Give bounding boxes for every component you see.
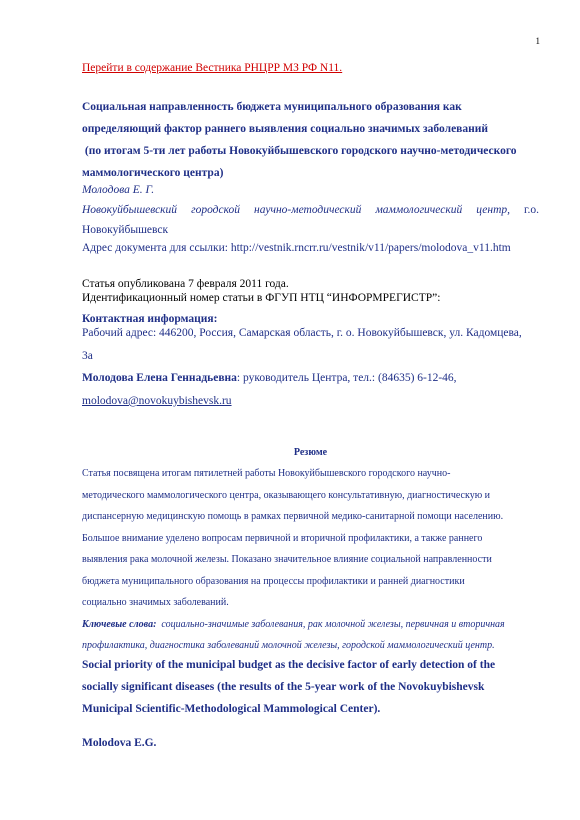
abstract-line: диспансерную медицинскую помощь в рамках первичной медико-санитарной помощи населению. bbox=[82, 511, 504, 522]
contact-address: Рабочий адрес: 446200, Россия, Самарская область, г. о. Новокуйбышевск, ул. Кадомцева, bbox=[82, 327, 522, 339]
affiliation-word: г.о. bbox=[524, 204, 539, 216]
keywords-line: профилактика, диагностика заболеваний молочной железы, городской маммологический центр. bbox=[82, 640, 495, 651]
abstract-line: Большое внимание уделено вопросам первичной и вторичной профилактики, а также раннего bbox=[82, 532, 483, 544]
title-ru-line: маммологического центра) bbox=[82, 167, 224, 179]
abstract-line: бюджета муниципального образования на процессы профилактики и ранней диагностики bbox=[82, 575, 465, 587]
keywords-text: социально-значимые заболевания, рак молочной железы, первичная и вторичная bbox=[156, 618, 505, 630]
abstract-line: выявления рака молочной железы. Показано значительное влияние социальной направленности bbox=[82, 554, 492, 565]
published-date: Статья опубликована 7 февраля 2011 года. bbox=[82, 278, 289, 290]
resume-heading: Резюме bbox=[293, 447, 328, 458]
contact-heading: Контактная информация: bbox=[82, 313, 218, 325]
affiliation-line bbox=[82, 200, 539, 220]
nav-link-row bbox=[82, 58, 539, 76]
title-ru-line: определяющий фактор раннего выявления социально значимых заболеваний bbox=[82, 123, 489, 135]
keywords-label: Ключевые слова: bbox=[82, 618, 157, 630]
contact-person bbox=[82, 367, 539, 389]
affiliation-word: Новокуйбышевский bbox=[82, 204, 178, 216]
abstract-line: методического маммологического центра, оказывающего консультативную, диагностическую и bbox=[82, 489, 491, 501]
publication-info bbox=[82, 277, 539, 305]
title-en-line: Social priority of the municipal budget as the decisive factor of early detection of the bbox=[82, 659, 496, 671]
title-en-line: socially significant diseases (the results of the 5-year work of the Novokuybishevsk bbox=[82, 681, 485, 693]
affiliation-city: Новокуйбышевск bbox=[82, 224, 169, 236]
contact-email-row bbox=[82, 389, 539, 412]
title-en-line: Municipal Scientific-Methodological Mammological Center). bbox=[82, 703, 381, 715]
page-number: 1 bbox=[535, 36, 540, 46]
resume-abstract bbox=[82, 463, 539, 657]
contents-link[interactable]: Перейти в содержание Вестника РНЦРР МЗ РФ N11. bbox=[82, 62, 343, 74]
contact-person-role: : руководитель Центра, тел.: (84635) 6-12-46, bbox=[236, 372, 457, 384]
title-ru-line: (по итогам 5-ти лет работы Новокуйбышевского городского научно-методического bbox=[82, 145, 517, 157]
author-ru: Молодова Е. Г. bbox=[82, 184, 155, 196]
keywords-line bbox=[82, 614, 539, 636]
affiliation bbox=[82, 200, 539, 240]
author-en: Molodova E.G. bbox=[82, 737, 157, 749]
article-title-ru bbox=[82, 96, 539, 184]
abstract-line: социально значимых заболеваний. bbox=[82, 597, 229, 608]
affiliation-word: научно-методический bbox=[254, 204, 362, 216]
contact-info bbox=[82, 313, 539, 412]
article-title-en bbox=[82, 654, 539, 720]
contact-person-name: Молодова Елена Геннадьевна bbox=[82, 372, 237, 384]
document-address: Адрес документа для ссылки: http://vestnik.rncrr.ru/vestnik/v11/papers/molodova_v11.htm bbox=[82, 242, 511, 254]
title-ru-line: Социальная направленность бюджета муниципального образования как bbox=[82, 101, 462, 113]
affiliation-word: городской bbox=[191, 204, 241, 216]
id-number: Идентификационный номер статьи в ФГУП НТЦ “ИНФОРМРЕГИСТР”: bbox=[82, 292, 441, 304]
affiliation-word: центр, bbox=[476, 204, 511, 216]
contact-address-cont: 3а bbox=[82, 350, 93, 362]
affiliation-word: маммологический bbox=[375, 204, 463, 216]
abstract-line: Статья посвящена итогам пятилетней работы Новокуйбышевского городского научно- bbox=[82, 468, 451, 479]
contact-email-link[interactable]: molodova@novokuybishevsk.ru bbox=[82, 395, 232, 407]
